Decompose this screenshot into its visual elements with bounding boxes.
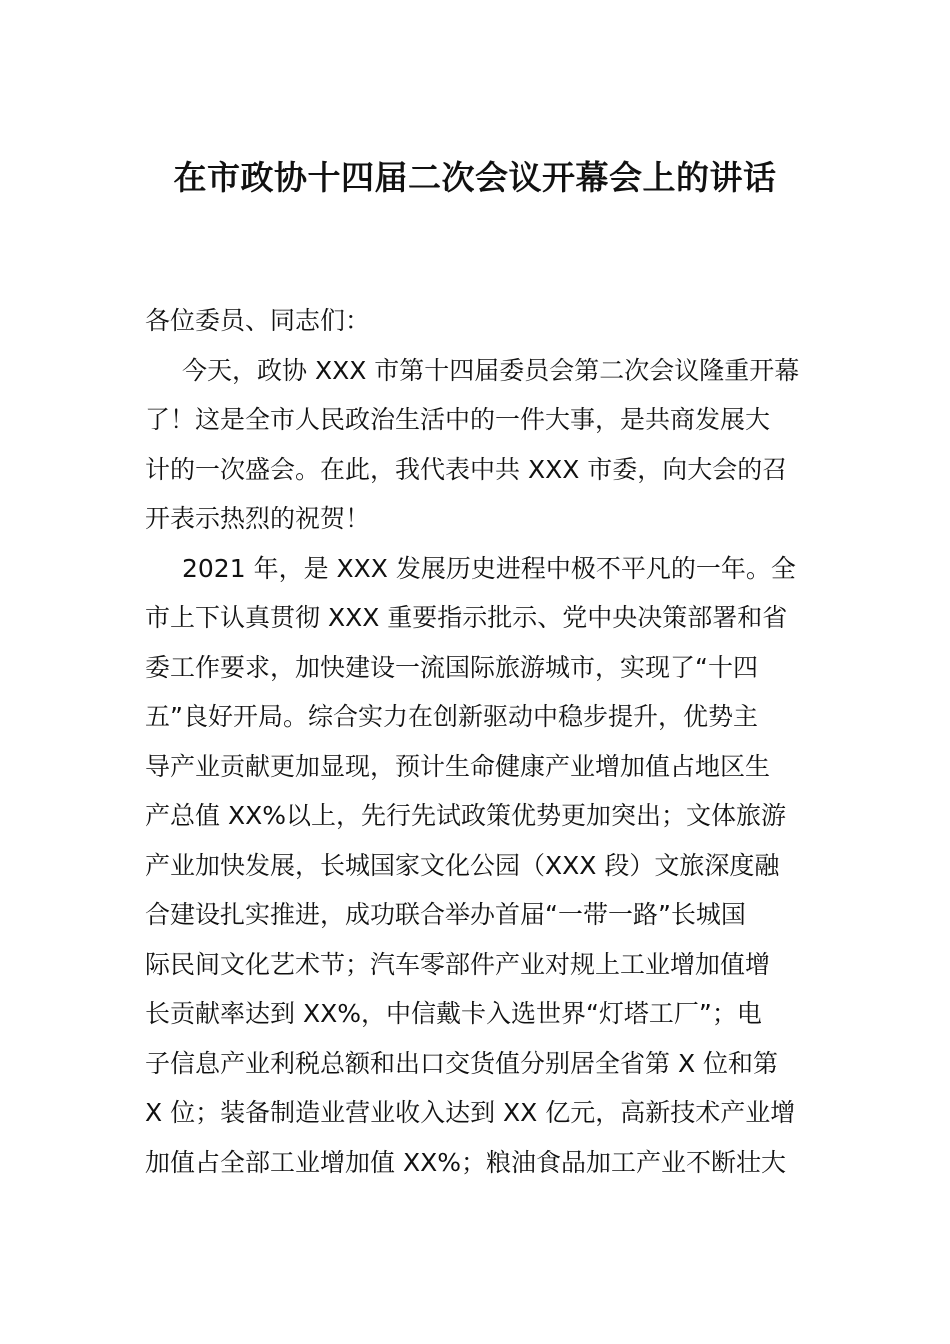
- paragraph-line: 产总值 XX%以上，先行先试政策优势更加突出；文体旅游: [145, 801, 786, 830]
- paragraph-line: 计的一次盛会。在此，我代表中共 XXX 市委，向大会的召: [145, 454, 788, 484]
- paragraph-line: 产业加快发展，长城国家文化公园（XXX 段）文旅深度融: [145, 850, 780, 880]
- paragraph-line: X 位；装备制造业营业收入达到 XX 亿元，高新技术产业增: [145, 1098, 796, 1127]
- document-title: 在市政协十四届二次会议开幕会上的讲话: [173, 158, 777, 197]
- paragraph-line: 际民间文化艺术节；汽车零部件产业对规上工业增加值增: [145, 949, 771, 979]
- paragraph-line: 2021 年，是 XXX 发展历史进程中极不平凡的一年。全: [182, 553, 796, 583]
- salutation: 各位委员、同志们：: [145, 306, 371, 335]
- paragraph-line: 市上下认真贯彻 XXX 重要指示批示、党中央决策部署和省: [145, 603, 788, 632]
- paragraph-line: 开表示热烈的祝贺！: [145, 504, 371, 533]
- document-body: [145, 296, 810, 1187]
- paragraph-line: 合建设扎实推进，成功联合举办首届“一带一路”长城国: [145, 900, 746, 929]
- paragraph-line: 今天，政协 XXX 市第十四届委员会第二次会议隆重开幕: [182, 355, 800, 385]
- paragraph-line: 导产业贡献更加显现，预计生命健康产业增加值占地区生: [145, 751, 771, 781]
- paragraph-line: 加值占全部工业增加值 XX%；粮油食品加工产业不断壮大: [145, 1147, 786, 1177]
- paragraph-line: 子信息产业利税总额和出口交货值分别居全省第 X 位和第: [145, 1048, 779, 1078]
- paragraph-line: 五”良好开局。综合实力在创新驱动中稳步提升，优势主: [145, 702, 758, 731]
- paragraph-line: 了！这是全市人民政治生活中的一件大事，是共商发展大: [145, 405, 771, 434]
- paragraph-line: 委工作要求，加快建设一流国际旅游城市，实现了“十四: [145, 652, 758, 682]
- paragraph-1: [145, 346, 810, 544]
- paragraph-line: 长贡献率达到 XX%，中信戴卡入选世界“灯塔工厂”；电: [145, 999, 762, 1028]
- paragraph-2: [145, 544, 810, 1188]
